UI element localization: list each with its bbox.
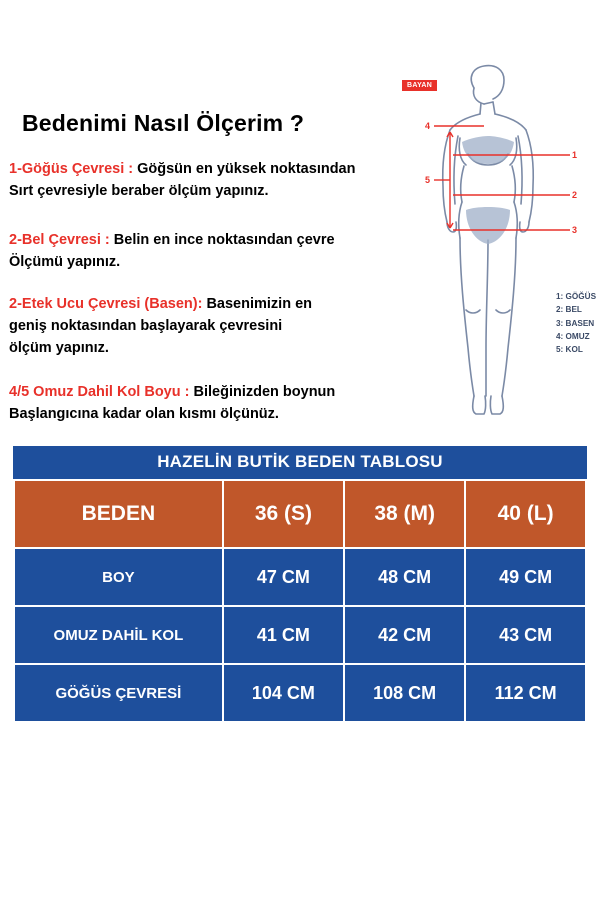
table-row-label: OMUZ DAHİL KOL (14, 606, 223, 664)
table-header-cell: BEDEN (14, 480, 223, 548)
measurement-figure (398, 62, 598, 442)
size-table (13, 479, 587, 723)
table-row (14, 606, 586, 664)
table-header-row (14, 480, 586, 548)
instruction-gogus-cevresi (8, 158, 408, 202)
size-table-section (13, 446, 587, 723)
table-header-cell: 38 (M) (344, 480, 465, 548)
female-body-diagram (398, 62, 598, 442)
instruction-1-line2: Sırt çevresiyle beraber ölçüm yapınız. (8, 180, 270, 202)
instruction-1-text: Göğsün en yüksek noktasından (133, 161, 356, 177)
legend-item-4: 4: OMUZ (556, 331, 590, 341)
instruction-3-line2: geniş noktasından başlayarak çevresini (8, 315, 283, 337)
legend-item-2: 2: BEL (556, 305, 582, 315)
instruction-3-line3: ölçüm yapınız. (8, 337, 110, 359)
table-cell: 48 CM (344, 548, 465, 606)
callout-5: 5 (425, 175, 431, 185)
figure-legend (556, 290, 596, 356)
table-cell: 47 CM (223, 548, 344, 606)
callout-3: 3 (572, 225, 578, 235)
table-cell: 108 CM (344, 664, 465, 722)
table-row-label: BOY (14, 548, 223, 606)
instruction-2-text: Belin en ince noktasından çevre (109, 232, 335, 248)
table-row (14, 664, 586, 722)
instruction-4-text: Bileğinizden boynun (189, 384, 336, 400)
callout-4: 4 (425, 121, 431, 131)
size-table-title: HAZELİN BUTİK BEDEN TABLOSU (13, 446, 587, 479)
instruction-4-line2: Başlangıcına kadar olan kısmı ölçünüz. (8, 403, 280, 425)
instruction-etek-ucu-cevresi (8, 293, 408, 359)
table-cell: 104 CM (223, 664, 344, 722)
instruction-omuz-dahil-kol-boyu (8, 381, 408, 425)
table-header-cell: 40 (L) (465, 480, 586, 548)
table-header-cell: 36 (S) (223, 480, 344, 548)
table-cell: 42 CM (344, 606, 465, 664)
legend-item-1: 1: GÖĞÜS (556, 292, 597, 301)
callout-2: 2 (572, 190, 578, 200)
table-cell: 43 CM (465, 606, 586, 664)
instruction-3-text: Basenimizin en (202, 296, 313, 312)
legend-item-3: 3: BASEN (556, 318, 595, 328)
figure-gender-tag: BAYAN (402, 80, 437, 91)
callout-1: 1 (572, 150, 578, 160)
instruction-4-label: 4/5 Omuz Dahil Kol Boyu : (9, 384, 190, 400)
instruction-2-line2: Ölçümü yapınız. (8, 251, 121, 273)
instruction-bel-cevresi (8, 229, 408, 273)
instruction-2-label: 2-Bel Çevresi : (9, 232, 110, 248)
instruction-1-label: 1-Göğüs Çevresi : (9, 161, 134, 177)
table-cell: 112 CM (465, 664, 586, 722)
legend-item-5: 5: KOL (556, 345, 583, 355)
table-row (14, 548, 586, 606)
table-row-label: GÖĞÜS ÇEVRESİ (14, 664, 223, 722)
table-cell: 49 CM (465, 548, 586, 606)
table-cell: 41 CM (223, 606, 344, 664)
instruction-3-label: 2-Etek Ucu Çevresi (Basen): (9, 296, 203, 312)
page-title: Bedenimi Nasıl Ölçerim ? (22, 110, 305, 136)
